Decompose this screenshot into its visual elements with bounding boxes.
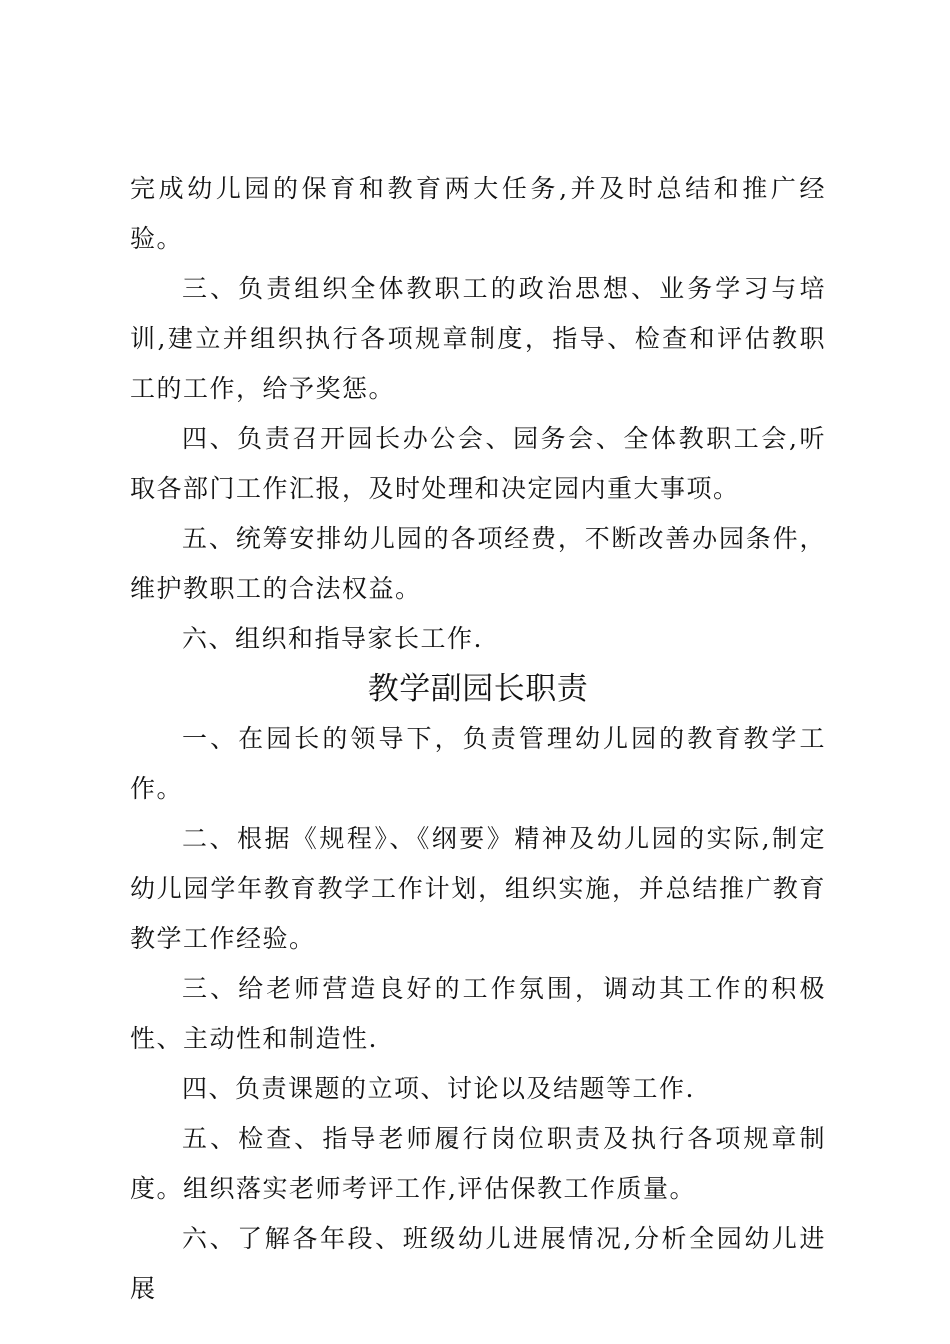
paragraph-continuation: 完成幼儿园的保育和教育两大任务,并及时总结和推广经验。 — [130, 174, 826, 253]
paragraph-item-3: 三、负责组织全体教职工的政治思想、业务学习与培训,建立并组织执行各项规章制度，指导、检查和评估教职工的工作，给予奖惩。 — [130, 274, 826, 403]
section-title: 教学副园长职责 — [367, 671, 589, 707]
duty-item-6: 六、了解各年段、班级幼儿进展情况,分析全园幼儿进展 — [130, 1224, 826, 1303]
paragraph-item-4: 四、负责召开园长办公会、园务会、全体教职工会,听取各部门工作汇报，及时处理和决定园内重大事项。 — [130, 424, 826, 503]
duty-item-5: 五、检查、指导老师履行岗位职责及执行各项规章制度。组织落实老师考评工作,评估保教工作质量。 — [130, 1124, 826, 1203]
duty-item-1: 一、在园长的领导下，负责管理幼儿园的教育教学工作。 — [130, 724, 826, 803]
document-page — [130, 164, 826, 1314]
duty-item-2: 二、根据《规程》、《纲要》精神及幼儿园的实际,制定幼儿园学年教育教学工作计划，组织实施，并总结推广教育教学工作经验。 — [130, 824, 826, 953]
duty-item-4: 四、负责课题的立项、讨论以及结题等工作. — [182, 1074, 695, 1103]
duty-item-3: 三、给老师营造良好的工作氛围，调动其工作的积极性、主动性和制造性. — [130, 974, 826, 1053]
paragraph-item-6: 六、组织和指导家长工作. — [182, 624, 483, 653]
paragraph-item-5: 五、统筹安排幼儿园的各项经费，不断改善办园条件，维护教职工的合法权益。 — [130, 524, 826, 603]
